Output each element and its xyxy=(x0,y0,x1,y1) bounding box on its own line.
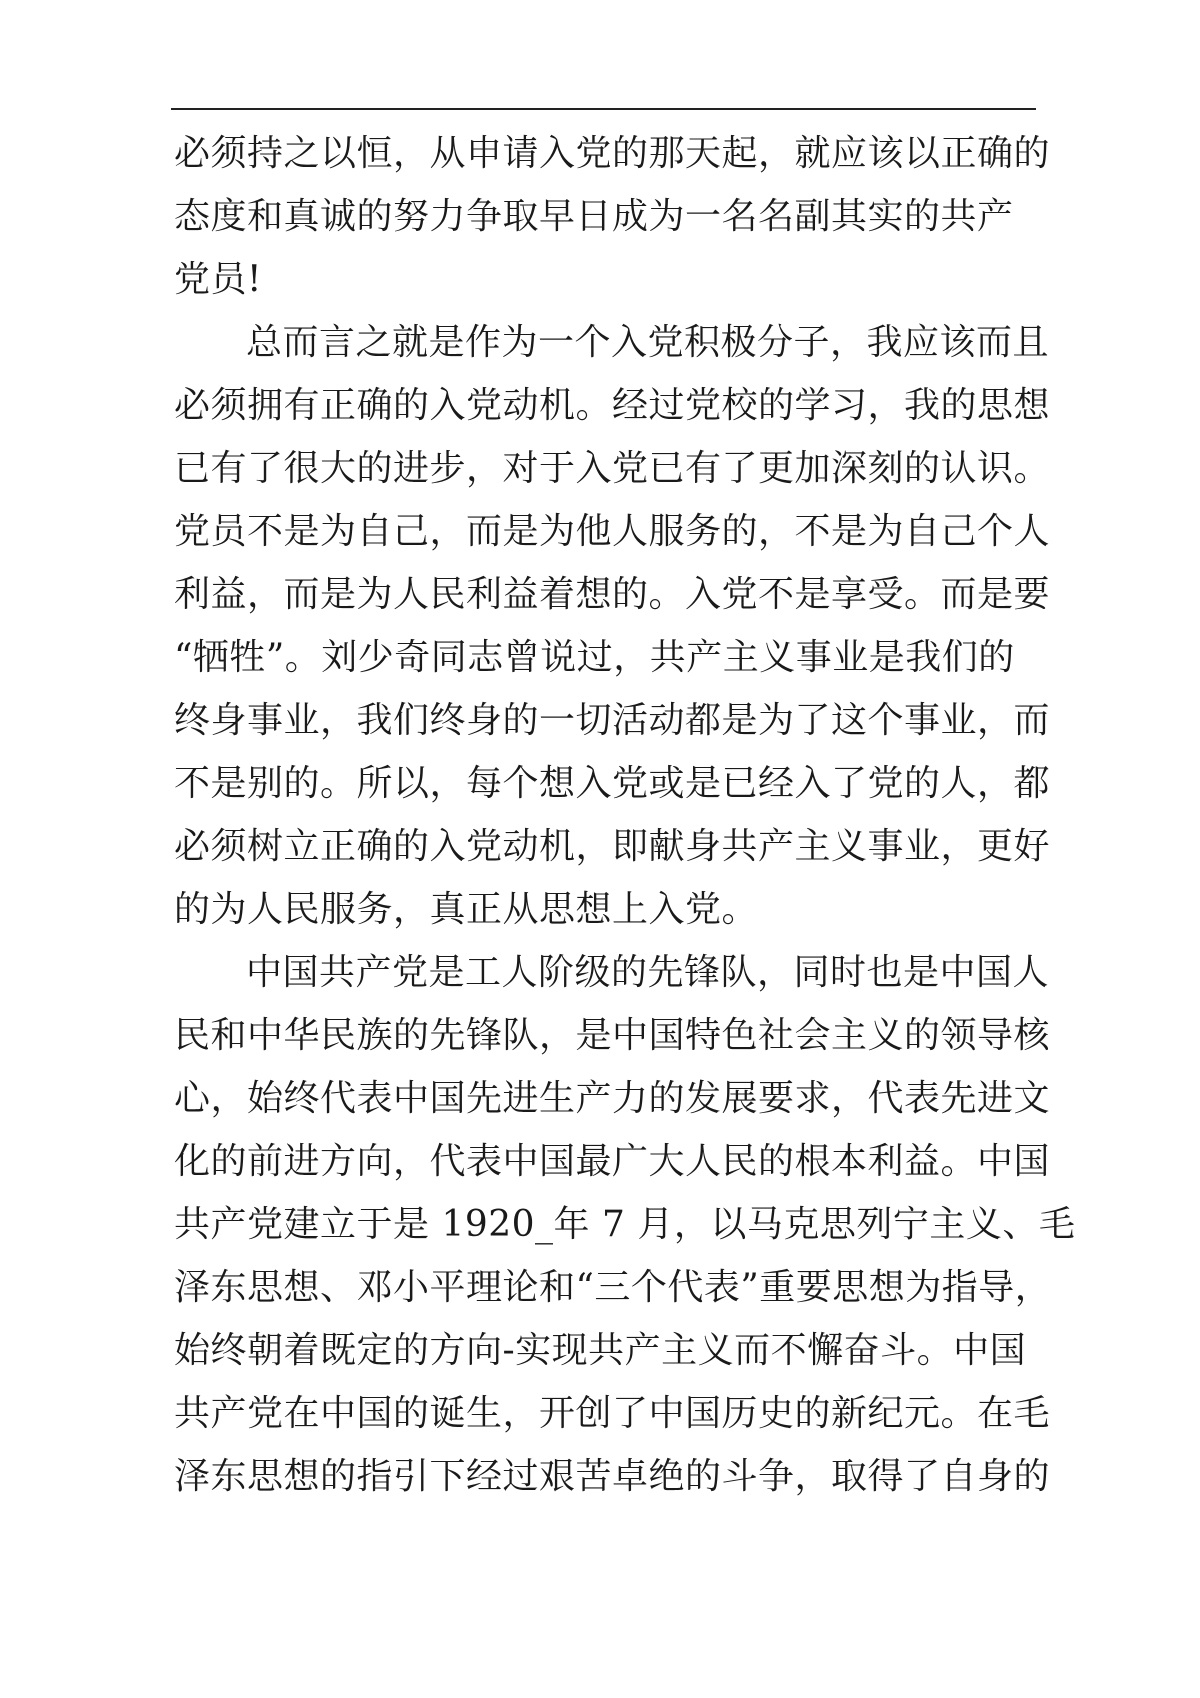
text-line: 泽东思想的指引下经过艰苦卓绝的斗争，取得了自身的 xyxy=(174,1456,1051,1497)
text-line: 必须持之以恒，从申请入党的那天起，就应该以正确的 xyxy=(174,133,1051,174)
text-line: 的为人民服务，真正从思想上入党。 xyxy=(174,889,759,930)
text-line: 终身事业，我们终身的一切活动都是为了这个事业，而 xyxy=(174,700,1051,741)
text-line: 党员! xyxy=(174,259,262,300)
text-line: 已有了很大的进步，对于入党已有了更加深刻的认识。 xyxy=(174,448,1051,489)
text-line: 共产党在中国的诞生，开创了中国历史的新纪元。在毛 xyxy=(174,1393,1051,1434)
paragraph xyxy=(174,311,1054,941)
text-line: 必须树立正确的入党动机，即献身共产主义事业，更好 xyxy=(174,826,1051,867)
paragraph xyxy=(174,941,1076,1508)
text-line: 泽东思想、邓小平理论和“三个代表”重要思想为指导， xyxy=(174,1267,1052,1308)
text-line: 民和中华民族的先锋队，是中国特色社会主义的领导核 xyxy=(174,1015,1051,1056)
text-line: 态度和真诚的努力争取早日成为一名名副其实的共产 xyxy=(174,196,1014,237)
text-line: “牺牲”。刘少奇同志曾说过，共产主义事业是我们的 xyxy=(174,637,1015,678)
text-line: 必须拥有正确的入党动机。经过党校的学习，我的思想 xyxy=(174,385,1051,426)
text-line: 心，始终代表中国先进生产力的发展要求，代表先进文 xyxy=(174,1078,1051,1119)
text-line: 始终朝着既定的方向-实现共产主义而不懈奋斗。中国 xyxy=(174,1330,1027,1371)
text-line: 中国共产党是工人阶级的先锋队，同时也是中国人 xyxy=(246,952,1050,993)
text-line: 不是别的。所以，每个想入党或是已经入了党的人，都 xyxy=(174,763,1051,804)
paragraph xyxy=(174,122,1054,311)
text-line: 共产党建立于是 1920_年 7 月，以马克思列宁主义、毛 xyxy=(174,1204,1076,1245)
text-line: 总而言之就是作为一个入党积极分子，我应该而且 xyxy=(246,322,1050,363)
text-line: 利益，而是为人民利益着想的。入党不是享受。而是要 xyxy=(174,574,1051,615)
text-line: 化的前进方向，代表中国最广大人民的根本利益。中国 xyxy=(174,1141,1051,1182)
body-text xyxy=(174,122,1076,1508)
text-line: 党员不是为自己，而是为他人服务的，不是为自己个人 xyxy=(174,511,1051,552)
header-rule xyxy=(171,108,1036,110)
